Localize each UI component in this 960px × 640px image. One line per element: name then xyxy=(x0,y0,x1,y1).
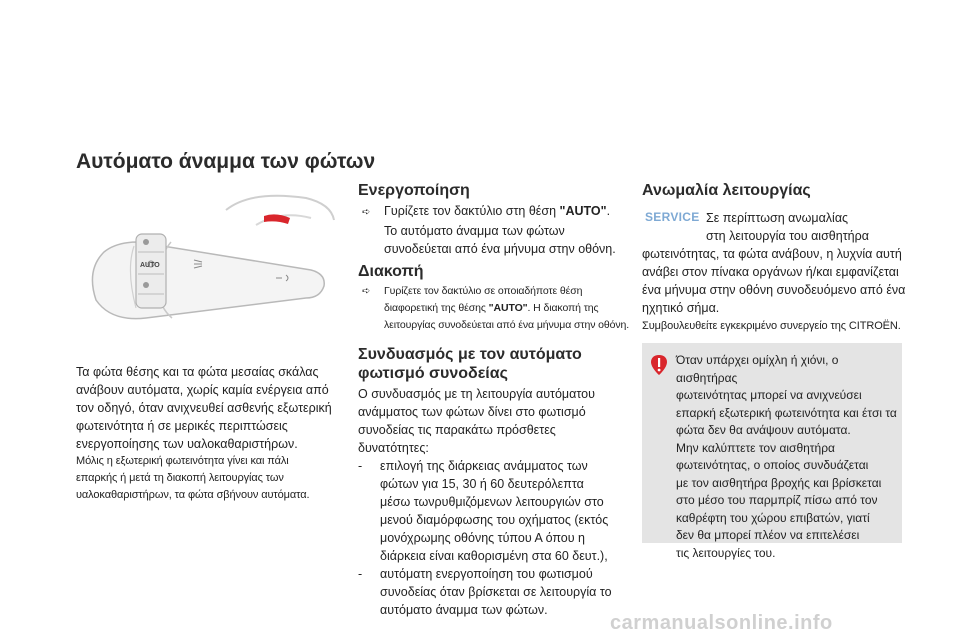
warning-icon xyxy=(650,354,668,376)
auto-label: AUTO xyxy=(140,262,160,269)
list-item: - επιλογή της διάρκειας ανάμματος των φώτων για 15, 30 ή 60 δευτερόλεπτα μέσω τωνρυθμιζόμενων λειτουργιών στο μενού διαμόρφωσης του οχήματος (εκτός μονόχρωμης οθόνης τύπου Α όπου η διάρκεια είναι καθορισμένη στα 60 δευτ.), xyxy=(358,459,609,563)
deactivation-heading: Διακοπή xyxy=(358,263,424,280)
bullet-arrow-icon: ➪ xyxy=(362,207,371,218)
switch-off-paragraph: Μόλις η εξωτερική φωτεινότητα γίνει και πάλι επαρκής ή μετά τη διακοπή λειτουργίας των υαλοκαθαριστήρων, τα φώτα σβήνουν αυτόματα. xyxy=(76,455,310,501)
list-item: - αυτόματη ενεργοποίηση του φωτισμού συνοδείας όταν βρίσκεται σε λειτουργία το αυτόματο άναμμα των φώτων. xyxy=(358,567,612,617)
page-title: Αυτόματο άναμμα των φώτων xyxy=(76,150,376,173)
malfunction-heading: Ανωμαλία λειτουργίας xyxy=(642,182,811,199)
combination-text: Ο συνδυασμός με τη λειτουργία αυτόματου ανάμματος των φώτων δίνει στο φωτισμό συνοδείας τις παρακάτω πρόσθετες δυνατότητες: - επιλογή της διάρκειας ανάμματος των φώτων για 15, 30 ή 60 δευτερόλεπτα μέσω τωνρυθμιζόμενων λειτουργιών στο μενού διαμόρφωσης του οχήματος (εκτός μονόχρωμης οθόνης τύπου Α όπου η διάρκεια είναι καθορισμένη στα 60 δευτ.), - αυτόματη ενεργοποίηση του φωτισμού συνοδείας όταν βρίσκεται σε λειτουργία το αυτόματο άναμμα των φώτων. xyxy=(358,385,628,619)
warning-text: Όταν υπάρχει ομίχλη ή χιόνι, ο αισθητήρας φωτεινότητας μπορεί να ανιχνεύσει επαρκή εξωτερική φωτεινότητα και έτσι τα φώτα δεν θα ανάψουν αυτόματα. Μην καλύπτετε τον αισθητήρα φωτεινότητας, ο οποίος συνδυάζεται με τον αισθητήρα βροχής και βρίσκεται στο μέσο του παρμπρίζ πίσω από τον καθρέφτη του χώρου επιβατών, γιατί δεν θα μπορεί πλέον να επιτελέσει τις λειτουργίες του. xyxy=(676,353,897,560)
light-stalk-illustration xyxy=(76,190,336,340)
intro-paragraph: Τα φώτα θέσης και τα φώτα μεσαίας σκάλας ανάβουν αυτόματα, χωρίς καμία ενέργεια από τον οδηγό, όταν ανιχνευθεί ασθενής εξωτερική φωτεινότητα ή σε μερικές περιπτώσεις ενεργοποίησης των υαλοκαθαριστήρων. xyxy=(76,365,332,451)
deactivation-text: ➪ Γυρίζετε τον δακτύλιο σε οποιαδήποτε θέση διαφορετική της θέσης "AUTO". Η διακοπή της λειτουργίας συνοδεύεται από ένα μήνυμα στην οθόνη. xyxy=(362,285,630,331)
activation-heading: Ενεργοποίηση xyxy=(358,182,470,199)
bullet-arrow-icon: ➪ xyxy=(362,286,371,297)
malfunction-text: φωτεινότητας, τα φώτα ανάβουν, η λυχνία αυτή ανάβει στον πίνακα οργάνων ή/και εμφανίζεται ένα μήνυμα στην οθόνη συνοδευόμενο από ένα ηχητικό σήμα. Συμβουλευθείτε εγκεκριμένο συνεργείο της CITROËN. xyxy=(642,247,906,332)
combination-heading: Συνδυασμός με τον αυτόματο φωτισμό συνοδείας xyxy=(358,346,582,382)
activation-text: ➪ Γυρίζετε τον δακτύλιο στη θέση "AUTO". Το αυτόματο άναμμα των φώτων συνοδεύεται από ένα μήνυμα στην οθόνη. xyxy=(362,204,616,256)
malfunction-intro: Σε περίπτωση ανωμαλίας στη λειτουργία του αισθητήρα xyxy=(706,211,869,243)
watermark: carmanualsonline.info xyxy=(610,612,833,634)
service-warning-icon: SERVICE xyxy=(645,210,700,224)
